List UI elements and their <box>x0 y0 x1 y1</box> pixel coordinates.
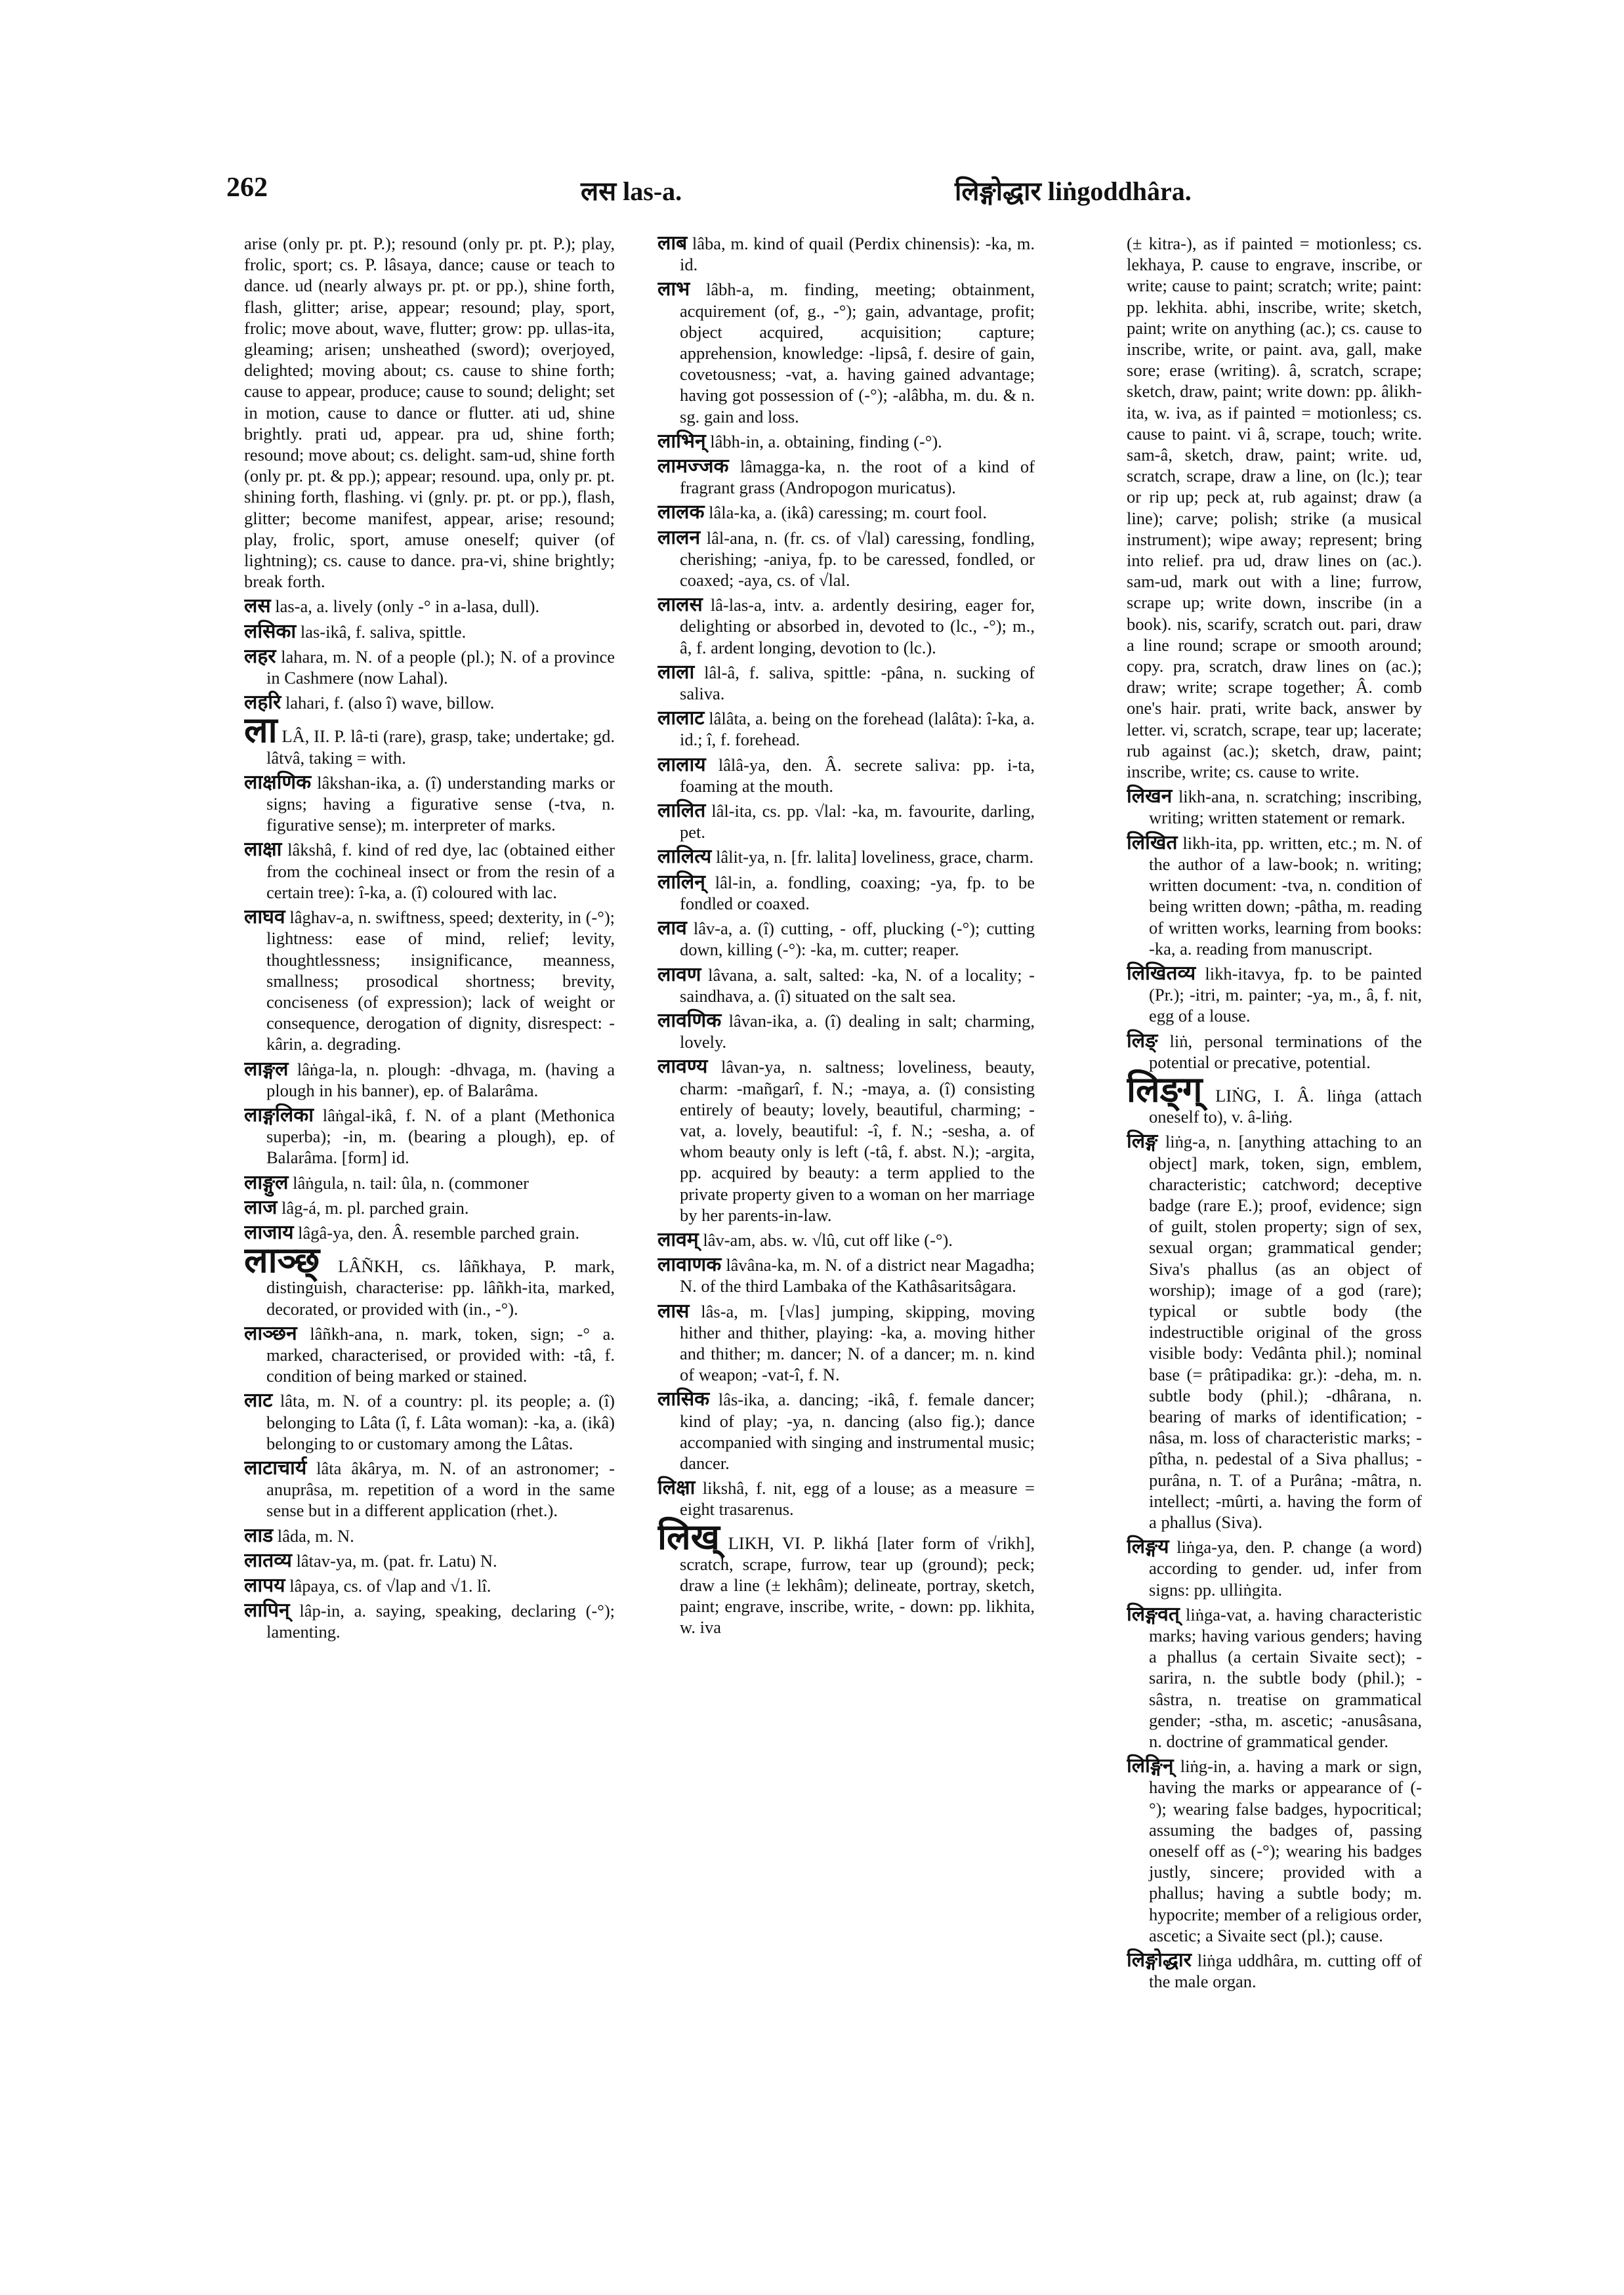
dictionary-entry <box>1127 786 1422 828</box>
headword: लाड <box>244 1523 274 1547</box>
column-left <box>244 233 615 2234</box>
entry-definition: lâghav-a, n. swiftness, speed; dexterity, in (-°); lightness: ease of mind, relief; levity, thoughtlessness; insignificance, meanness, smallness; prosodical shortness; brevity, conciseness (of expression); lack of weight or consequence, derogation of dignity, disrespect: -kârin, a. degrading. <box>266 907 615 1054</box>
running-head-right: लिङ्गोद्धार liṅgoddhâra. <box>955 176 1192 206</box>
entry-definition: lâs-a, m. [√las] jumping, skipping, moving hither and thither, playing: -ka, a. moving hither and thither; m. dancer; N. of a dancer; m. n. kind of weapon; -vat-î, f. N. <box>680 1301 1035 1385</box>
entry-definition: arise (only pr. pt. P.); resound (only pr. pt. P.); play, frolic, sport; cs. P. lâsaya, dance; cause or teach to dance. ud (nearly always pr. pt. or pp.), shine forth, flash, glitter; arise, appear; resound; play, sport, frolic; move about, wave, flutter; grow: pp. ullas-ita, gleaming; arisen; unsheathed (sword); overjoyed, delighted; moving about; cs. cause to shine forth; cause to appear, produce; cause to sound; delight; set in motion, cause to dance or flutter. ati ud, shine brightly. prati ud, appear. pra ud, shine forth; resound; move about; cs. delight. sam-ud, shine forth (only pr. pt. & pp.); appear; resound. upa, only pr. pt. shining forth, flashing. vi (gnly. pr. pt. or pp.), flash, glitter; become manifest, appear, arise; resound; play, frolic, sport, amuse oneself; quiver (of lightning); cs. cause to dance. pra-vi, shine brightly; break forth. <box>244 234 615 592</box>
dictionary-entry <box>244 646 615 688</box>
headword: लालन <box>657 526 701 549</box>
dictionary-entry <box>244 839 615 903</box>
headword: लाट <box>244 1389 273 1413</box>
dictionary-entry <box>657 431 1035 452</box>
headword: लिङ्गय <box>1127 1535 1169 1559</box>
headword: लाङ्गल <box>244 1057 289 1081</box>
headword: लाब <box>657 233 688 255</box>
entry-definition: lâṅgal-ikâ, f. N. of a plant (Methonica superba); -in, m. (bearing a plough), ep. of Balarâma. [form] id. <box>266 1105 615 1168</box>
dictionary-entry <box>244 596 615 617</box>
entry-definition: lâta, m. N. of a country: pl. its people; a. (î) belonging to Lâta (î, f. Lâta woman): -ka, a. (ikâ) belonging to or customary among the Lâtas. <box>266 1391 615 1453</box>
entry-definition: lâs-ika, a. dancing; -ikâ, f. female dancer; kind of play; -ya, n. dancing (also fig.); dance accompanied with singing and instrumental music; dancer. <box>680 1390 1035 1473</box>
dictionary-entry <box>657 1389 1035 1474</box>
entry-definition: lâbh-in, a. obtaining, finding (-°). <box>710 431 942 451</box>
headword: लाक्षा <box>244 838 282 861</box>
headword: लापय <box>244 1573 285 1597</box>
entry-definition: lahara, m. N. of a people (pl.); N. of a province in Cashmere (now Lahal). <box>266 646 615 688</box>
dictionary-entry <box>244 1239 615 1319</box>
headword: लामज्जक <box>657 455 729 478</box>
headword: लिक्षा <box>657 1476 696 1500</box>
dictionary-entry <box>244 621 615 642</box>
dictionary-entry <box>657 662 1035 704</box>
dictionary-entry <box>657 872 1035 914</box>
entry-definition: lâkshâ, f. kind of red dye, lac (obtained either from the cochineal insect or from the resin of a certain tree): î-ka, a. (î) coloured with lac. <box>266 840 615 902</box>
headword: लहर <box>244 644 276 668</box>
entry-definition: lâgâ-ya, den. Â. resemble parched grain. <box>298 1222 580 1243</box>
entry-definition: lâv-a, a. (î) cutting, - off, plucking (-°); cutting down, killing (-°): -ka, m. cutter; reaper. <box>680 919 1035 960</box>
page-number: 262 <box>226 173 268 203</box>
entry-definition: lâṅgula, n. tail: ûla, n. (commoner <box>293 1172 529 1193</box>
headword: लासिक <box>657 1388 710 1411</box>
entry-definition: liṅ, personal terminations of the potential or precative, potential. <box>1149 1031 1422 1072</box>
headword: लाञ्छन <box>244 1321 297 1345</box>
headword: लहरि <box>244 691 281 714</box>
dictionary-entry <box>244 1059 615 1101</box>
headword: लिङ्ग् <box>1127 1068 1203 1110</box>
headword: लसिका <box>244 619 297 643</box>
dictionary-entry <box>657 1056 1035 1226</box>
entry-definition: liṅg-a, n. [anything attaching to an object] mark, token, sign, emblem, characteristic; catchword; deceptive badge (rare E.); proof, evidence; sign of guilt, stolen property; sign of sex, sexual organ; grammatical gender; Siva's phallus (as an object of worship); image of a god (rare); typical or subtle body (the indestructible original of the gross visible body: Vedânta phil.); nominal base (= prâtipadika: gr.): -deha, m. n. subtle body (phil.); -dhârana, n. bearing of marks of identification; -nâsa, m. loss of characteristic marks; -pîtha, n. pedestal of a Siva phallus; -purâna, n. T. of a Purâna; -mâtra, n. intellect; -mûrti, a. having the form of a phallus (Siva). <box>1149 1132 1422 1532</box>
column-right <box>1127 233 1422 2234</box>
dictionary-entry <box>657 846 1035 867</box>
entry-definition: LIKH, VI. P. likhá [later form of √rikh], scratch, scrape, furrow, tear up (ground); peck; draw a line (± lekhâm); delineate, portray, sketch, paint; engrave, inscribe, write, - down: pp. likhita, w. iva <box>680 1533 1035 1638</box>
headword: लाघव <box>244 905 285 929</box>
entry-definition: lâlâta, a. being on the forehead (lalâta): î-ka, a. id.; î, f. forehead. <box>680 709 1035 750</box>
entry-definition: lahari, f. (also î) wave, billow. <box>285 693 495 713</box>
dictionary-entry <box>1127 1068 1422 1127</box>
entry-definition: lâl-â, f. saliva, spittle: -pâna, n. sucking of saliva. <box>680 662 1035 704</box>
entry-definition: lâl-ana, n. (fr. cs. of √lal) caressing, fondling, cherishing; -aniya, fp. to be caressed, fondled, or coaxed; -aya, cs. of √lal. <box>680 527 1035 590</box>
entry-definition: lâda, m. N. <box>277 1525 354 1546</box>
entry-definition: lâtav-ya, m. (pat. fr. Latu) N. <box>296 1550 497 1571</box>
headword: लावम् <box>657 1228 699 1251</box>
dictionary-entry <box>1127 1131 1422 1533</box>
headword: लिख् <box>657 1516 720 1558</box>
entry-definition: (± kitra-), as if painted = motionless; cs. lekhaya, P. cause to engrave, inscribe, or write; cause to paint; scratch; write; paint: pp. lekhita. abhi, inscribe, write; sketch, paint; write on anything (ac.); cs. cause to inscribe, write, or paint. ava, gall, make sore; erase (writing). â, scratch, scrape; sketch, draw, paint; write down: pp. âlikh-ita, w. iva, as if painted = motionless; cs. cause to paint. vi â, scrape, touch; write. sam-â, sketch, draw, paint; write. ud, scratch, scrape, draw a line, on (lc.); tear or rip up; peck at, rub against; draw (a line); carve; polish; strike (a musical instrument); wipe away; represent; bring into relief. pra ud, draw lines on (ac.). sam-ud, mark out with a line; furrow, scrape up; write down, inscribe (in a book). nis, scarify, scratch out. pari, draw a line round; scrape or smooth around; copy. pra, scratch, draw lines on (ac.); draw; write; scrape together; Â. comb one's hair. prati, write back, answer by letter. vi, scratch, scrape, tear up; lacerate; rub against (ac.); sketch, draw, paint; inscribe, write; cs. cause to write. <box>1127 234 1422 782</box>
headword: लाभिन् <box>657 429 706 453</box>
entry-definition: lâlâ-ya, den. Â. secrete saliva: pp. i-ta, foaming at the mouth. <box>680 755 1035 796</box>
dictionary-entry <box>244 1197 615 1218</box>
dictionary-entry <box>657 1478 1035 1520</box>
headword: लालक <box>657 501 705 524</box>
entry-definition: lâvana, a. salt, salted: -ka, N. of a locality; -saindhava, a. (î) situated on the salt sea. <box>680 964 1035 1006</box>
headword: लास <box>657 1299 690 1323</box>
headword: लाव <box>657 917 687 940</box>
headword: लाञ्छ् <box>244 1239 320 1281</box>
entry-definition: lâp-in, a. saying, speaking, declaring (-°); lamenting. <box>266 1601 615 1642</box>
dictionary-entry <box>1127 1756 1422 1946</box>
entry-definition: lâl-in, a. fondling, coaxing; -ya, fp. to be fondled or coaxed. <box>680 872 1035 913</box>
dictionary-entry <box>244 1550 615 1571</box>
dictionary-entry <box>657 708 1035 750</box>
headword: लिङ्गिन् <box>1127 1754 1174 1778</box>
entry-definition: lâla-ka, a. (ikâ) caressing; m. court fool. <box>709 503 987 523</box>
dictionary-entry <box>1127 1604 1422 1752</box>
dictionary-entry <box>657 527 1035 591</box>
entry-definition: las-ikâ, f. saliva, spittle. <box>300 621 467 642</box>
entry-definition: lâl-ita, cs. pp. √lal: -ka, m. favourite, darling, pet. <box>680 801 1035 842</box>
dictionary-entry <box>244 772 615 836</box>
dictionary-entry <box>657 594 1035 658</box>
entry-definition: lâbh-a, m. finding, meeting; obtainment, acquirement (of, g., -°); gain, advantage, profit; object acquired, acquisition; capture; apprehension, knowledge: -lipsâ, f. desire of gain, covetousness; -vat, a. having gained advantage; having got possession of (-°); -alâbha, m. du. & n. sg. gain and loss. <box>680 279 1035 426</box>
entry-definition: likh-ita, pp. written, etc.; m. N. of the author of a law-book; n. writing; written document: -tva, n. condition of being written down; -pâtha, m. reading of written works, learning from books: -ka, a. reading from manuscript. <box>1149 833 1422 959</box>
headword: लातव्य <box>244 1548 292 1572</box>
headword: लावण <box>657 962 701 986</box>
entry-definition: las-a, a. lively (only -° in a-lasa, dull). <box>275 596 540 617</box>
dictionary-entry <box>657 800 1035 842</box>
entry-definition: lâṅga-la, n. plough: -dhvaga, m. (having a plough in his banner), ep. of Balarâma. <box>266 1059 615 1100</box>
dictionary-entry <box>1127 833 1422 959</box>
headword: लालिन् <box>657 870 705 894</box>
headword: लालित <box>657 799 706 823</box>
dictionary-entry <box>657 279 1035 426</box>
entry-definition: lâg-á, m. pl. parched grain. <box>281 1197 469 1218</box>
entry-definition: lâmagga-ka, n. the root of a kind of fragrant grass (Andropogon muricatus). <box>680 457 1035 498</box>
dictionary-entry <box>244 1458 615 1521</box>
entry-definition: lâñkh-ana, n. mark, token, sign; -° a. marked, characterised, or provided with: -tâ, f. condition of being marked or stained. <box>266 1323 615 1386</box>
entry-definition: lâvan-ya, n. saltness; loveliness, beauty, charm: -mañgarî, f. N.; -maya, a. (î) consisting entirely of beauty; lovely, beautiful, charming; -vat, a. lovely, beautiful: -î, f. N.; -sesha, a. of whom beauty only is left (-tâ, f. abst. N.); -argita, pp. acquired by beauty: a term applied to the private property given to a woman on her marriage by her parents-in-law. <box>680 1057 1035 1225</box>
dictionary-entry <box>1127 1950 1422 1992</box>
headword: लिखित <box>1127 831 1178 854</box>
dictionary-entry <box>657 1230 1035 1251</box>
dictionary-entry <box>657 1516 1035 1638</box>
dictionary-entry <box>657 755 1035 796</box>
headword: लाङ्गलिका <box>244 1103 314 1127</box>
entry-definition: lâkshan-ika, a. (î) understanding marks or signs; having a figurative sense (-tva, n. figurative sense); m. interpreter of marks. <box>266 772 615 835</box>
headword: लाजाय <box>244 1220 294 1244</box>
entry-definition: liṅga-vat, a. having characteristic marks; having various genders; having a phallus (a certain Sivaite sect); -sarira, n. the subtle body (phil.); -sâstra, n. treatise on grammatical gender; -stha, m. ascetic; -anusâsana, n. doctrine of grammatical gender. <box>1149 1604 1422 1752</box>
headword: लाङ्गुल <box>244 1170 289 1194</box>
entry-definition: lâv-am, abs. w. √lû, cut off like (-°). <box>703 1230 953 1250</box>
dictionary-entry <box>244 709 615 768</box>
headword: लावण्य <box>657 1055 708 1079</box>
dictionary-entry <box>244 1575 615 1596</box>
entry-definition: lâvâna-ka, m. N. of a district near Magadha; N. of the third Lambaka of the Kathâsaritsâgara. <box>680 1255 1035 1296</box>
entry-definition: liṅga-ya, den. P. change (a word) according to gender. ud, infer from signs: pp. ulliṅgita. <box>1149 1537 1422 1600</box>
headword: लिखितव्य <box>1127 961 1196 985</box>
entry-definition: likshâ, f. nit, egg of a louse; as a measure = eight trasarenus. <box>680 1478 1035 1520</box>
entry-definition: lâta âkârya, m. N. of an astronomer; -anuprâsa, m. repetition of a word in the same sense but in a different application (rhet.). <box>266 1458 615 1521</box>
headword: लापिन् <box>244 1599 290 1623</box>
entry-continuation <box>244 233 615 592</box>
dictionary-entry <box>657 456 1035 498</box>
entry-definition: lâvan-ika, a. (î) dealing in salt; charming, lovely. <box>680 1010 1035 1052</box>
dictionary-entry <box>1127 963 1422 1027</box>
entry-definition: lâlit-ya, n. [fr. lalita] loveliness, grace, charm. <box>715 847 1034 867</box>
headword: लावणिक <box>657 1008 722 1032</box>
headword: लस <box>244 594 271 618</box>
dictionary-entry <box>657 918 1035 960</box>
dictionary-entry <box>657 233 1035 275</box>
dictionary-entry <box>244 1390 615 1454</box>
dictionary-entry <box>1127 1537 1422 1600</box>
column-middle <box>657 233 1035 2234</box>
headword: लिखन <box>1127 785 1173 808</box>
headword: लालाय <box>657 753 706 776</box>
headword: लाज <box>244 1195 278 1219</box>
headword: लाटाचार्य <box>244 1456 307 1479</box>
dictionary-entry <box>244 907 615 1054</box>
headword: लिङ्गवत् <box>1127 1602 1180 1626</box>
dictionary-entry <box>244 1525 615 1546</box>
headword: लालाट <box>657 707 705 730</box>
headword: लालित्य <box>657 845 712 869</box>
entry-definition: LÂ, II. P. lâ-ti (rare), grasp, take; undertake; gd. lâtvâ, taking = with. <box>266 726 615 768</box>
dictionary-entry <box>244 1105 615 1168</box>
dictionary-entry <box>244 1172 615 1193</box>
dictionary-entry <box>657 1254 1035 1296</box>
headword: लाभ <box>657 278 690 301</box>
dictionary-entry <box>657 1301 1035 1386</box>
entry-definition: likh-ana, n. scratching; inscribing, writing; written statement or remark. <box>1149 787 1422 828</box>
dictionary-entry <box>1127 1031 1422 1073</box>
entry-definition: liṅga uddhâra, m. cutting off of the male organ. <box>1149 1951 1422 1992</box>
entry-definition: LIṄG, I. Â. liṅga (attach oneself to), v. â-liṅg. <box>1149 1085 1422 1127</box>
entry-definition: LÂÑKH, cs. lâñkhaya, P. mark, distinguish, characterise: pp. lâñkh-ita, marked, decorated, or provided with (in., -°). <box>266 1256 615 1319</box>
running-head-left: लस las-a. <box>581 176 682 206</box>
entry-definition: lâpaya, cs. of √lap and √1. lî. <box>289 1575 491 1596</box>
dictionary-entry <box>657 964 1035 1006</box>
headword: ला <box>244 709 278 751</box>
dictionary-columns <box>244 233 1422 2234</box>
dictionary-entry <box>657 502 1035 523</box>
headword: लाक्षणिक <box>244 770 312 794</box>
entry-definition: likh-itavya, fp. to be painted (Pr.); -itri, m. painter; -ya, m., â, f. nit, egg of a louse. <box>1149 963 1422 1026</box>
dictionary-entry <box>244 692 615 713</box>
dictionary-entry <box>244 1323 615 1387</box>
page-header <box>226 172 1385 211</box>
headword: लावाणक <box>657 1253 722 1277</box>
headword: लिङ्ग <box>1127 1130 1158 1153</box>
dictionary-entry <box>244 1600 615 1642</box>
entry-continuation <box>1127 233 1422 782</box>
entry-definition: liṅg-in, a. having a mark or sign, having the marks or appearance of (-°); wearing false badges, hypocritical; assuming the badges of, passing oneself off as (-°); wearing his badges justly, sincere; provided with a phallus; having a subtle body; m. hypocrite; member of a religious order, ascetic; a Sivaite sect (pl.); cause. <box>1149 1756 1422 1945</box>
entry-definition: lâba, m. kind of quail (Perdix chinensis): -ka, m. id. <box>680 234 1035 275</box>
headword: लिङ् <box>1127 1029 1158 1052</box>
headword: लाला <box>657 660 695 684</box>
headword: लालस <box>657 593 703 617</box>
headword: लिङ्गोद्धार <box>1127 1949 1192 1972</box>
entry-definition: lâ-las-a, intv. a. ardently desiring, eager for, delighting or absorbed in, devoted to (lc., -°); m., â, f. ardent longing, devotion to (lc.). <box>680 595 1035 657</box>
dictionary-entry <box>657 1010 1035 1052</box>
